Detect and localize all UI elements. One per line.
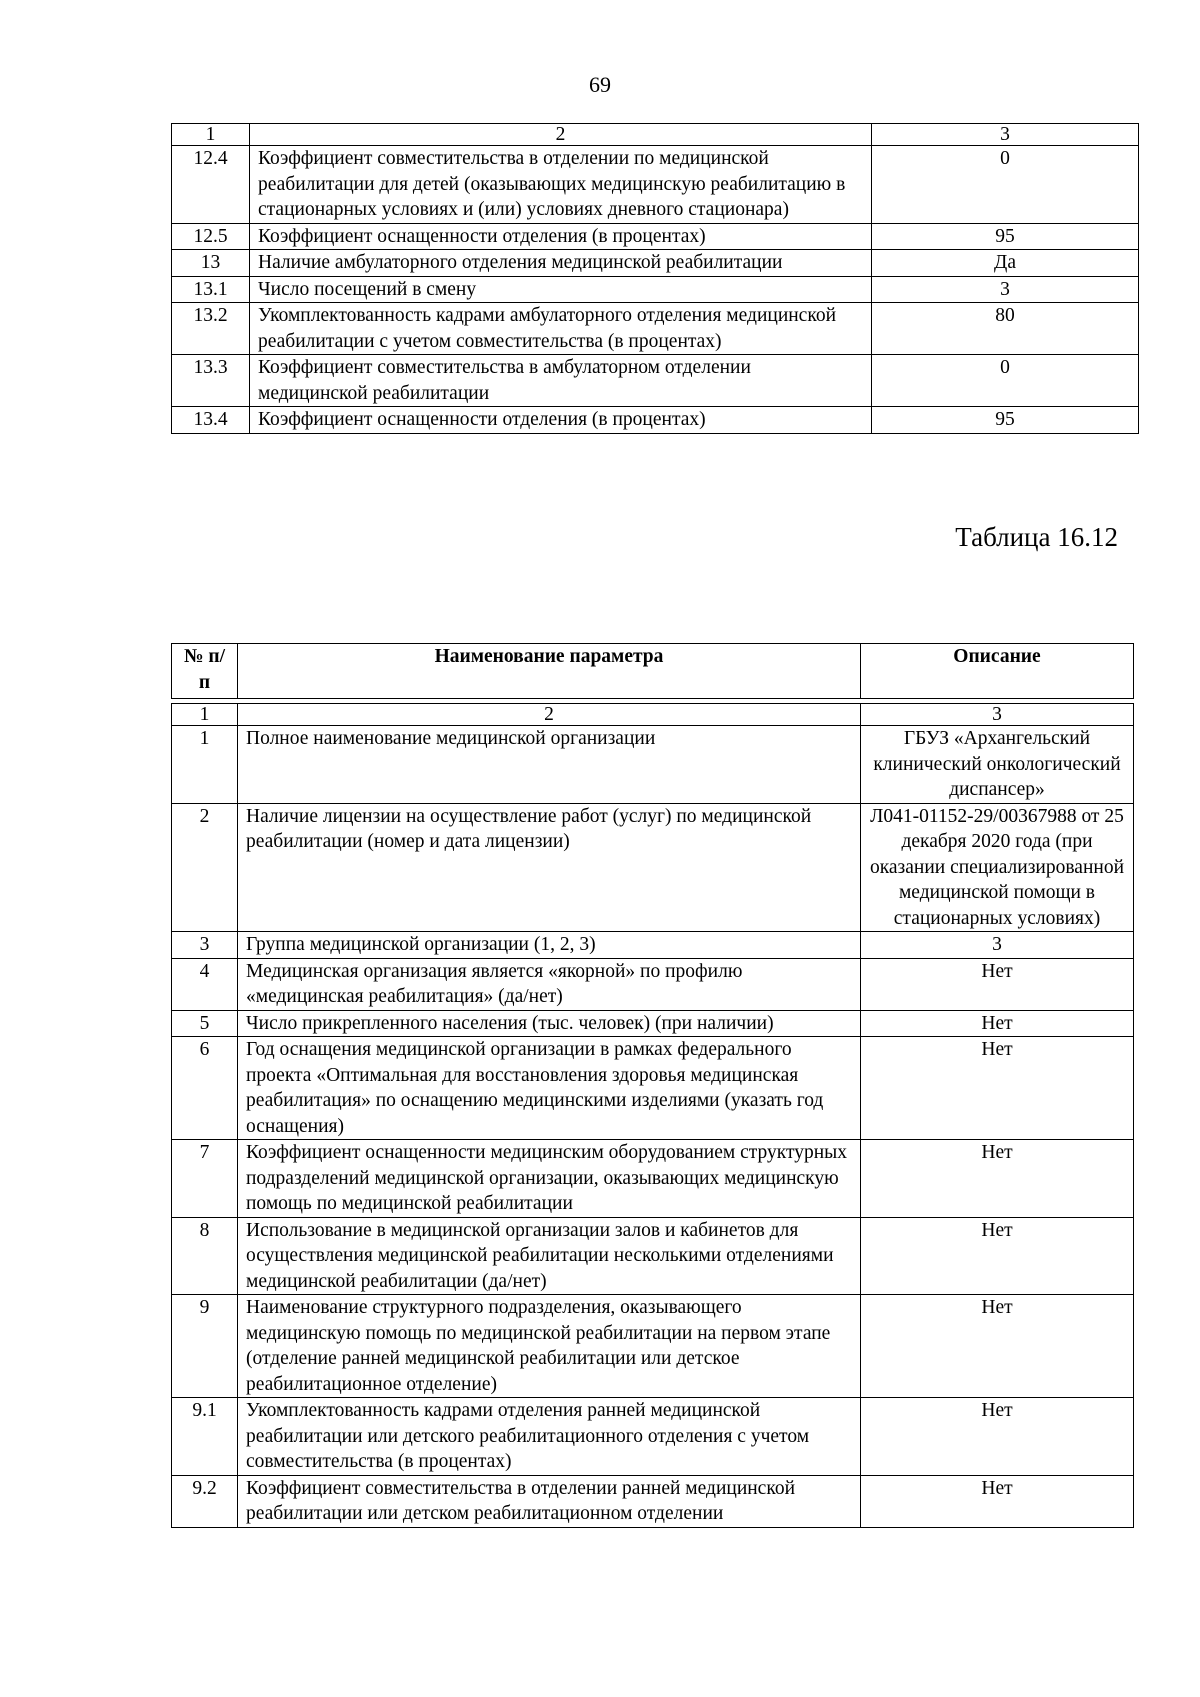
table-row	[172, 958, 1134, 1010]
parameter-value: Нет	[861, 1475, 1134, 1527]
row-number: 12.5	[172, 223, 250, 250]
parameter-value: 95	[872, 223, 1139, 250]
table-row	[172, 250, 1139, 277]
row-number: 4	[172, 958, 238, 1010]
header-description: Описание	[861, 644, 1134, 699]
column-number: 1	[172, 124, 250, 146]
column-number: 3	[872, 124, 1139, 146]
parameter-value: Нет	[861, 1010, 1134, 1037]
table-row	[172, 1295, 1134, 1398]
parameter-value: Нет	[861, 1037, 1134, 1140]
parameter-value: Нет	[861, 1398, 1134, 1476]
column-numbers-row	[172, 124, 1139, 146]
parameter-value: 3	[872, 276, 1139, 303]
parameters-table	[171, 643, 1134, 1528]
row-number: 5	[172, 1010, 238, 1037]
column-numbers-row	[172, 704, 1134, 726]
parameter-name: Наличие амбулаторного отделения медицинской реабилитации	[250, 250, 872, 277]
parameter-name: Наименование структурного подразделения, оказывающего медицинскую помощь по медицинской реабилитации на первом этапе (отделение ранней медицинской реабилитации или детское реабилитационное отделение)	[238, 1295, 861, 1398]
header-parameter: Наименование параметра	[238, 644, 861, 699]
parameter-name: Коэффициент совместительства в отделении по медицинской реабилитации для детей (оказывающих медицинскую реабилитацию в стационарных условиях и (или) условиях дневного стационара)	[250, 146, 872, 224]
parameter-name: Коэффициент оснащенности отделения (в процентах)	[250, 407, 872, 434]
table-caption: Таблица 16.12	[955, 522, 1118, 552]
row-number: 9.1	[172, 1398, 238, 1476]
parameter-name: Укомплектованность кадрами отделения ранней медицинской реабилитации или детского реабилитационного отделения с учетом совместительства (в процентах)	[238, 1398, 861, 1476]
row-number: 9.2	[172, 1475, 238, 1527]
column-number: 3	[861, 704, 1134, 726]
parameter-name: Укомплектованность кадрами амбулаторного отделения медицинской реабилитации с учетом совместительства (в процентах)	[250, 303, 872, 355]
table-row	[172, 1475, 1134, 1527]
table-row	[172, 1217, 1134, 1295]
header-number: № п/п	[172, 644, 238, 699]
parameter-name: Год оснащения медицинской организации в рамках федерального проекта «Оптимальная для восстановления здоровья медицинская реабилитация» по оснащению медицинскими изделиями (указать год оснащения)	[238, 1037, 861, 1140]
row-number: 2	[172, 803, 238, 932]
table-row	[172, 726, 1134, 804]
parameter-name: Медицинская организация является «якорной» по профилю «медицинская реабилитация» (да/нет)	[238, 958, 861, 1010]
column-number: 2	[250, 124, 872, 146]
row-number: 3	[172, 932, 238, 959]
parameter-value: Нет	[861, 1217, 1134, 1295]
table-row	[172, 355, 1139, 407]
parameter-name: Коэффициент совместительства в отделении ранней медицинской реабилитации или детском реабилитационном отделении	[238, 1475, 861, 1527]
row-number: 13.2	[172, 303, 250, 355]
table-row	[172, 276, 1139, 303]
parameter-value: 3	[861, 932, 1134, 959]
parameter-name: Коэффициент оснащенности отделения (в процентах)	[250, 223, 872, 250]
table-row	[172, 1037, 1134, 1140]
row-number: 13.3	[172, 355, 250, 407]
row-number: 1	[172, 726, 238, 804]
parameter-value: 80	[872, 303, 1139, 355]
table-row	[172, 803, 1134, 932]
parameter-value: 0	[872, 355, 1139, 407]
table-row	[172, 146, 1139, 224]
table-row	[172, 1398, 1134, 1476]
parameter-name: Использование в медицинской организации залов и кабинетов для осуществления медицинской реабилитации несколькими отделениями медицинской реабилитации (да/нет)	[238, 1217, 861, 1295]
table-row	[172, 223, 1139, 250]
row-number: 7	[172, 1140, 238, 1218]
parameter-name: Число посещений в смену	[250, 276, 872, 303]
parameter-value: 0	[872, 146, 1139, 224]
table-header-row	[172, 644, 1134, 699]
table-row	[172, 407, 1139, 434]
row-number: 13	[172, 250, 250, 277]
parameter-name: Группа медицинской организации (1, 2, 3)	[238, 932, 861, 959]
row-number: 13.1	[172, 276, 250, 303]
table-row	[172, 1140, 1134, 1218]
parameter-name: Число прикрепленного населения (тыс. человек) (при наличии)	[238, 1010, 861, 1037]
parameter-value: Нет	[861, 1295, 1134, 1398]
parameter-value: Нет	[861, 1140, 1134, 1218]
page-number: 69	[589, 72, 611, 97]
table-row	[172, 303, 1139, 355]
parameter-value: Да	[872, 250, 1139, 277]
parameter-name: Коэффициент совместительства в амбулаторном отделении медицинской реабилитации	[250, 355, 872, 407]
parameter-value: Л041-01152-29/00367988 от 25 декабря 2020 года (при оказании специализированной медицинской помощи в стационарных условиях)	[861, 803, 1134, 932]
parameter-value: Нет	[861, 958, 1134, 1010]
parameter-value: 95	[872, 407, 1139, 434]
column-number: 1	[172, 704, 238, 726]
row-number: 6	[172, 1037, 238, 1140]
row-number: 9	[172, 1295, 238, 1398]
parameter-name: Полное наименование медицинской организации	[238, 726, 861, 804]
table-row	[172, 1010, 1134, 1037]
row-number: 12.4	[172, 146, 250, 224]
continuation-table	[171, 123, 1139, 434]
parameter-value: ГБУЗ «Архангельский клинический онкологический диспансер»	[861, 726, 1134, 804]
row-number: 13.4	[172, 407, 250, 434]
table-row	[172, 932, 1134, 959]
column-number: 2	[238, 704, 861, 726]
row-number: 8	[172, 1217, 238, 1295]
parameter-name: Коэффициент оснащенности медицинским оборудованием структурных подразделений медицинской организации, оказывающих медицинскую помощь по медицинской реабилитации	[238, 1140, 861, 1218]
parameter-name: Наличие лицензии на осуществление работ (услуг) по медицинской реабилитации (номер и дата лицензии)	[238, 803, 861, 932]
